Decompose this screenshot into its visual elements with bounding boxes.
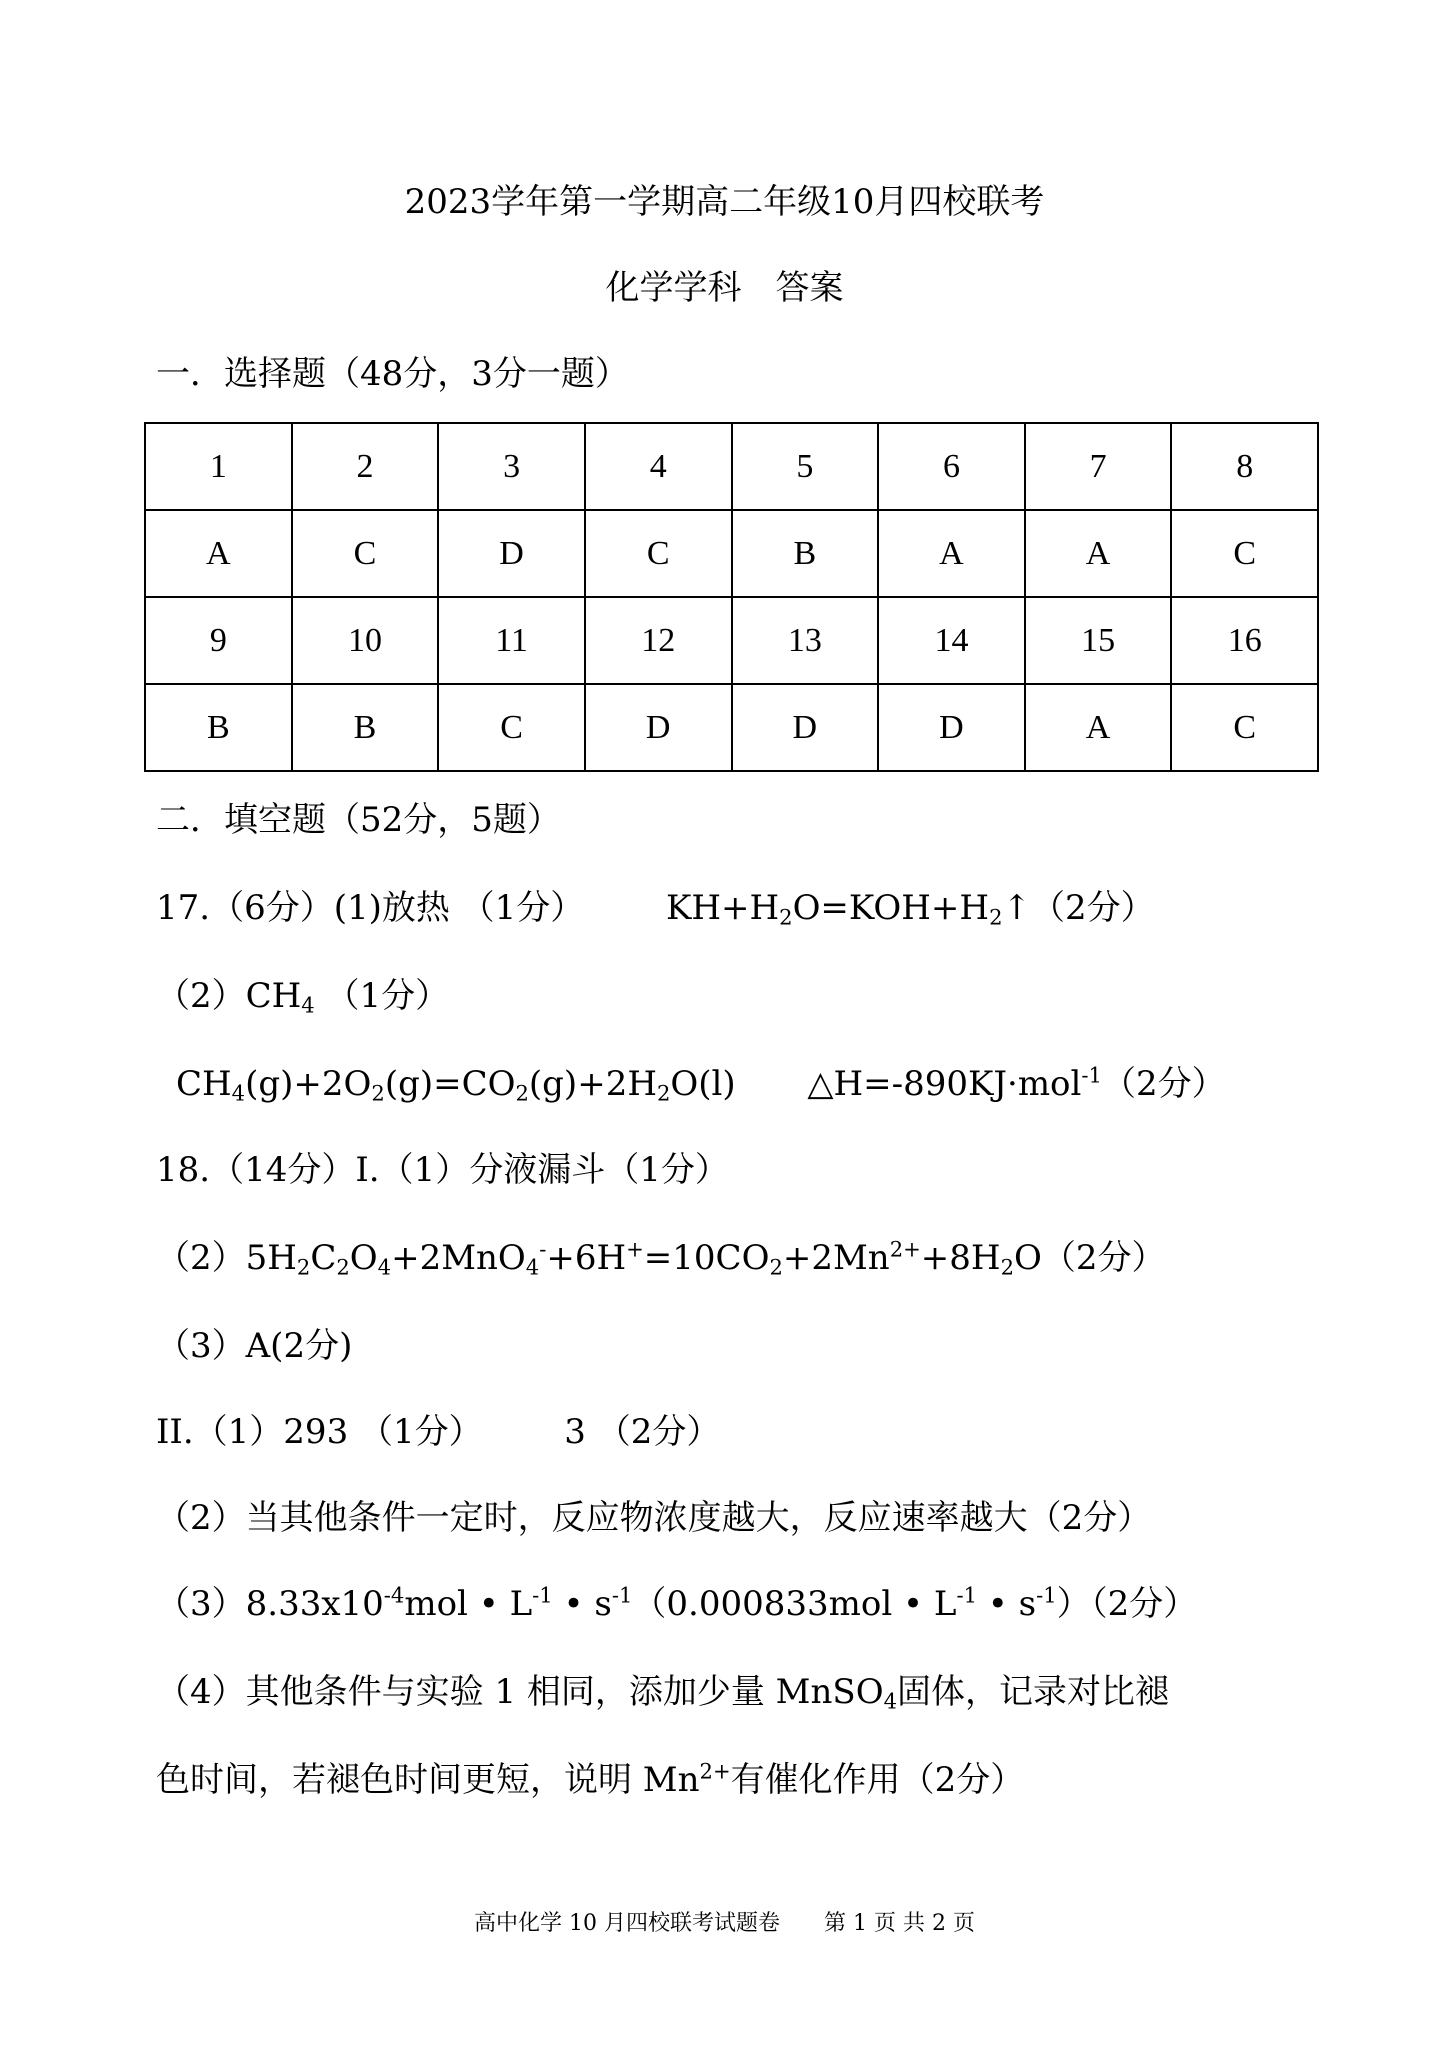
answer-cell: C	[1171, 510, 1318, 597]
answer-cell: A	[878, 510, 1025, 597]
question-number-cell: 10	[292, 597, 439, 684]
question-number-cell: 3	[438, 423, 585, 510]
question-number-cell: 12	[585, 597, 732, 684]
q18-line6: $(3)8.33x10^{-4}mol$ • $L^{-1}$ • $s^{-1}(0.000833mol$ • $L^{-1}$ • $s^{-1})(2$分）	[156, 1582, 1198, 1624]
table-row	[145, 684, 1318, 771]
section2-heading: 二．填空题（52分，5题）	[156, 800, 561, 840]
question-number-cell: 1	[145, 423, 292, 510]
question-number-cell: 9	[145, 597, 292, 684]
q17-line2: $(2)CH_4$ （1分）	[156, 976, 450, 1018]
question-number-cell: 14	[878, 597, 1025, 684]
answer-cell: A	[1025, 684, 1172, 771]
answer-cell: C	[438, 684, 585, 771]
q18-line2: $(2)5H_2C_2O_4+2MnO_4^-+6H^+=10CO_2+2Mn^{2+}+8H_2O(2$分）	[156, 1236, 1166, 1280]
answer-cell: B	[145, 684, 292, 771]
answer-cell: C	[292, 510, 439, 597]
question-number-cell: 16	[1171, 597, 1318, 684]
answer-cell: D	[732, 684, 879, 771]
answer-table	[144, 422, 1319, 772]
question-number-cell: 15	[1025, 597, 1172, 684]
question-number-cell: 4	[585, 423, 732, 510]
answer-cell: B	[732, 510, 879, 597]
answer-cell: A	[1025, 510, 1172, 597]
table-row	[145, 510, 1318, 597]
question-number-cell: 7	[1025, 423, 1172, 510]
q18-line3: （3）A(2分)	[156, 1326, 353, 1366]
answer-cell: D	[438, 510, 585, 597]
answer-cell: A	[145, 510, 292, 597]
answer-cell: B	[292, 684, 439, 771]
q18-line1: 18.（14分）I.（1）分液漏斗（1分）	[156, 1150, 729, 1190]
q18-line5: （2）当其他条件一定时，反应物浓度越大，反应速率越大（2分）	[156, 1498, 1152, 1538]
question-number-cell: 11	[438, 597, 585, 684]
q17-line1: 17.（6分）(1)放热 （1分） $KH+H_2O=KOH+H_2↑(2$分）	[156, 888, 1155, 930]
q18-line4: II.（1）293 （1分） 3 （2分）	[156, 1412, 721, 1452]
question-number-cell: 6	[878, 423, 1025, 510]
answer-cell: C	[585, 510, 732, 597]
table-row	[145, 597, 1318, 684]
question-number-cell: 8	[1171, 423, 1318, 510]
question-number-cell: 5	[732, 423, 879, 510]
answer-cell: C	[1171, 684, 1318, 771]
table-row	[145, 423, 1318, 510]
q18-line8: 色时间，若褪色时间更短，说明 $Mn^{2+}$有催化作用（2分）	[156, 1758, 1025, 1800]
page-title: 2023学年第一学期高二年级10月四校联考	[404, 182, 1045, 222]
section1-heading: 一．选择题（48分，3分一题）	[156, 354, 629, 394]
page-subtitle: 化学学科 答案	[605, 268, 844, 308]
question-number-cell: 2	[292, 423, 439, 510]
answer-cell: D	[878, 684, 1025, 771]
question-number-cell: 13	[732, 597, 879, 684]
q17-line3: $CH_4(g)+2O_2(g)=CO_2(g)+2H_2O(l)$ △H=-890KJ·mol$^{-1}$（2分）	[176, 1062, 1226, 1106]
page-footer: 高中化学 10 月四校联考试题卷 第 1 页 共 2 页	[474, 1911, 975, 1936]
answer-cell: D	[585, 684, 732, 771]
q18-line7: （4）其他条件与实验 1 相同，添加少量 MnSO$_4$固体，记录对比褪	[156, 1672, 1169, 1714]
